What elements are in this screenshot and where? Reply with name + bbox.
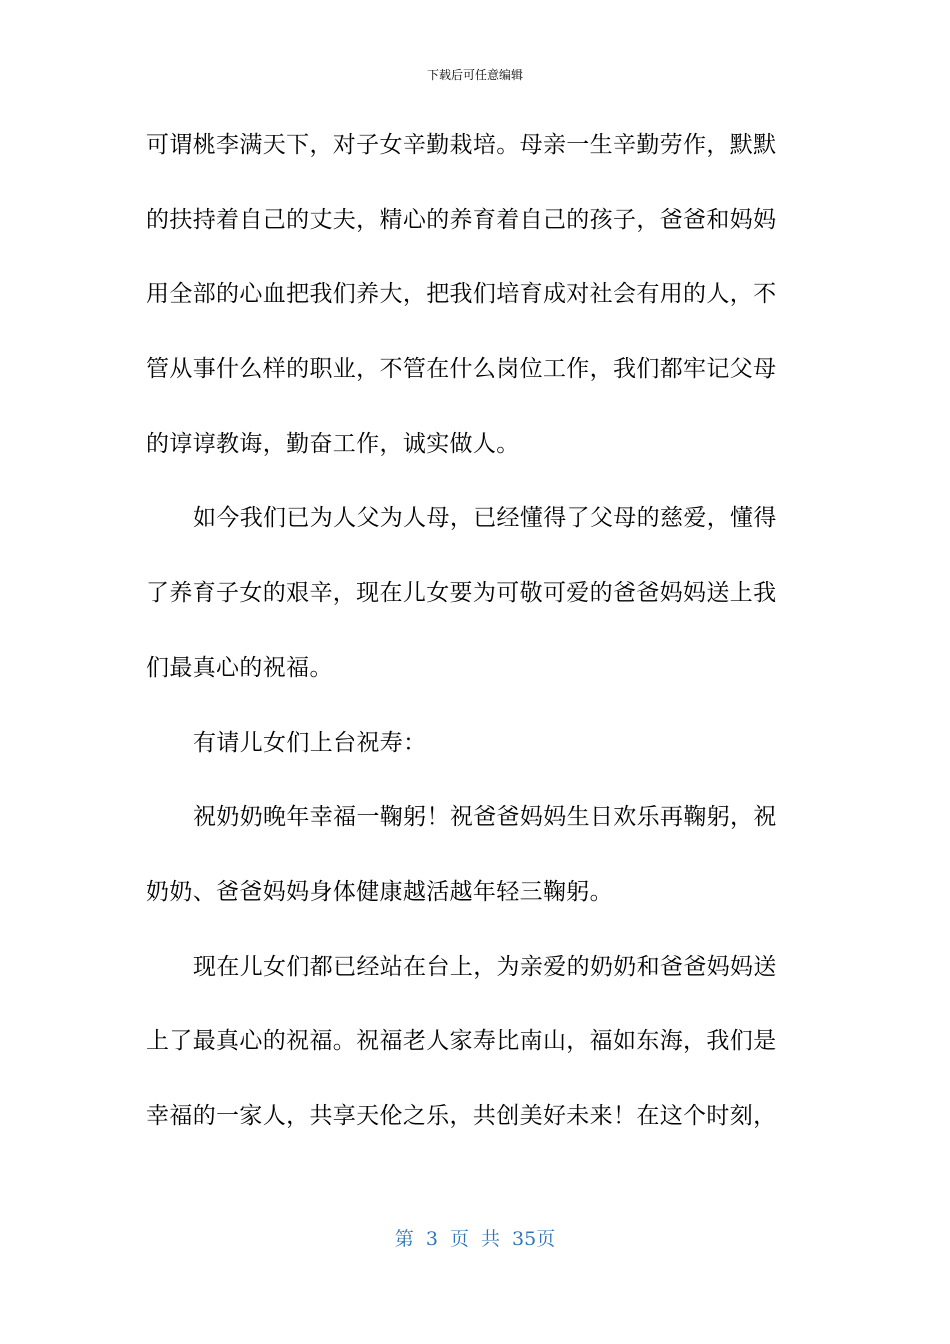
paragraph-start-line: 有请儿女们上台祝寿： (193, 729, 427, 756)
text-line: 了养育子女的艰辛，现在儿女要为可敬可爱的爸爸妈妈送上我 (146, 580, 777, 607)
text-line: 管从事什么样的职业，不管在什么岗位工作，我们都牢记父母 (146, 356, 777, 383)
paragraph-start-line: 祝奶奶晚年幸福一鞠躬！祝爸爸妈妈生日欢乐再鞠躬，祝 (193, 804, 777, 831)
text-line: 的谆谆教诲，勤奋工作，诚实做人。 (146, 430, 520, 457)
paragraph-start-line: 现在儿女们都已经站在台上，为亲爱的奶奶和爸爸妈妈送 (193, 953, 777, 980)
text-line: 上了最真心的祝福。祝福老人家寿比南山，福如东海，我们是 (146, 1028, 777, 1055)
text-line: 用全部的心血把我们养大，把我们培育成对社会有用的人，不 (146, 281, 777, 308)
paragraph-start-line: 如今我们已为人父为人母，已经懂得了父母的慈爱，懂得 (193, 505, 777, 532)
text-line: 幸福的一家人，共享天伦之乐，共创美好未来！在这个时刻， (146, 1102, 777, 1129)
page-number-footer: 第 3 页 共 35页 (394, 1228, 556, 1250)
text-line: 奶奶、爸爸妈妈身体健康越活越年轻三鞠躬。 (146, 878, 613, 905)
text-line: 可谓桃李满天下，对子女辛勤栽培。母亲一生辛勤劳作，默默 (146, 132, 777, 158)
document-body (146, 120, 796, 1166)
page-header: 下载后可任意编辑 (426, 68, 523, 82)
text-line: 们最真心的祝福。 (146, 654, 333, 681)
text-line: 的扶持着自己的丈夫，精心的养育着自己的孩子，爸爸和妈妈 (146, 206, 777, 233)
